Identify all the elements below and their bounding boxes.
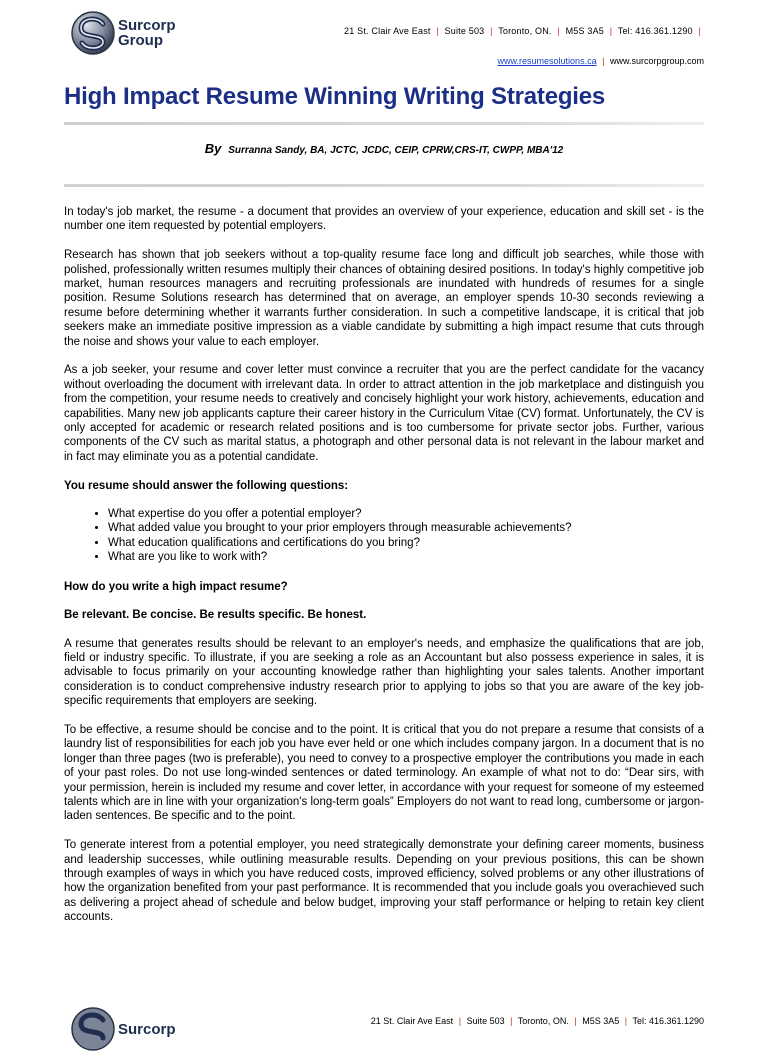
paragraph-concise: To be effective, a resume should be concise and to the point. It is critical that you do not prepare a resume that consists of a laundry list of responsibilities for each job you have ever held or one which includes company jargon. In a document that is no longer than three pages (two is preferable), you need to convey to a prospective employer the contributions you made in each of your past roles. Do not use long-winded sentences or dated terminology. An example of what not to do: “Dear sirs, with your permission, herein is included my resume and cover letter, in accordance with your request for someone of my esteemed talents which are in line with your organization's long-term goals” Employers do not want to read long, cumbersome or jargon-laden sentences. Be specific and to the point. (64, 723, 704, 823)
list-item (108, 550, 704, 564)
paragraph-results: To generate interest from a potential employer, you need strategically demonstrate your defining career moments, business and leadership successes, while outlining measurable results. Depending on your previous positions, this can be shown through examples of ways in which you have reduced costs, improved efficiency, solved problems or any other illustrations of how the organization benefited from your past performance. It is recommended that you include goals you overachieved such as delivering a project ahead of schedule and below budget, improving your staff performance or helping to retain key client accounts. (64, 839, 704, 924)
surcorp-logo-icon (70, 10, 116, 56)
questions-heading: You resume should answer the following questions: (64, 479, 349, 492)
list-item (108, 536, 704, 550)
how-heading: How do you write a high impact resume? (64, 580, 288, 593)
separator: | (574, 1016, 577, 1026)
title-divider (64, 122, 704, 125)
separator: | (490, 26, 493, 36)
city: Toronto, ON. (517, 1016, 569, 1026)
list-item (108, 521, 704, 535)
company-logo (70, 10, 176, 56)
byline (0, 141, 768, 156)
surcorp-logo-icon (70, 1006, 116, 1052)
suite: Suite 503 (466, 1016, 505, 1026)
telephone: Tel: 416.361.1290 (632, 1016, 704, 1026)
paragraph-job-seeker: As a job seeker, your resume and cover letter must convince a recruiter that you are the perfect candidate for the vacancy without overloading the document with irrelevant data. In order to attract attention in the job marketplace and distinguish you from the competition, your resume needs to creatively and concisely highlight your work history, achievements, education and capabilities. Many new job applicants capture their career history in the Curriculum Vitae (CV) format. Unfortunately, the CV is only accepted for academic or research related positions and is too cumbersome for private sector jobs. Further, various components of the CV such as marital status, a photograph and other personal data is not relevant in the labour market and in fact may eliminate you as a potential candidate. (64, 364, 704, 463)
separator: | (557, 26, 560, 36)
separator: | (698, 26, 701, 36)
article-body (64, 205, 704, 939)
logo-text-line2: Group (118, 32, 163, 49)
separator: | (624, 1016, 628, 1026)
website-links (498, 56, 704, 66)
footer-logo-text: Surcorp (118, 1020, 176, 1038)
page-title: High Impact Resume Winning Writing Strategies (64, 83, 606, 110)
surcorpgroup-link[interactable]: www.surcorpgroup.com (609, 56, 704, 66)
paragraph-intro: In today's job market, the resume - a document that provides an overview of your experience, education and skill set - is the number one item requested by potential employers. (64, 206, 704, 233)
paragraph-relevant: A resume that generates results should be relevant to an employer's needs, and emphasize the qualifications that are job, field or industry specific. To illustrate, if you are seeking a role as an Accountant but also possess experience in sales, it is advisable to focus primarily on your accounting knowledge rather than highlighting your sales talents. Another important consideration is to conduct comprehensive industry research prior to applying to jobs so that you are aware of the key job-specific requirements that employers are seeking. (64, 637, 704, 708)
address: 21 St. Clair Ave East (344, 26, 431, 36)
question-text: What expertise do you offer a potential employer? (108, 508, 362, 521)
paragraph-research: Research has shown that job seekers without a top-quality resume face long and difficult job searches, while those with polished, professionally written resumes multiply their chances of obtaining desired positions. In today's highly competitive job market, human resources managers and recruiting professionals are inundated with hundreds of resumes for a single position. Resume Solutions research has determined that on average, an employer spends 10-30 seconds reviewing a resume before determining whether it warrants further consideration. In such a competitive landscape, it is critical that job seekers make an immediate positive impression as a viable candidate by submitting a high impact resume that cuts through the noise and shows your value to each employer. (64, 249, 704, 348)
resumesolutions-link[interactable]: www.resumesolutions.ca (497, 56, 597, 66)
footer-contact-line (371, 1016, 704, 1026)
contact-line (344, 26, 704, 36)
footer-logo (70, 1006, 176, 1052)
question-text: What added value you brought to your prior employers through measurable achievements? (108, 522, 572, 535)
separator: | (510, 1016, 513, 1026)
question-text: What are you like to work with? (108, 551, 268, 564)
suite: Suite 503 (444, 26, 485, 36)
byline-divider (64, 184, 704, 187)
separator: | (602, 56, 605, 66)
motto-heading: Be relevant. Be concise. Be results specific. Be honest. (64, 609, 367, 622)
separator: | (436, 26, 439, 36)
postal-code: M5S 3A5 (582, 1016, 620, 1026)
telephone: Tel: 416.361.1290 (617, 26, 693, 36)
by-label: By (204, 141, 222, 156)
list-item (108, 507, 704, 521)
questions-list (64, 507, 704, 565)
separator: | (609, 26, 613, 36)
address: 21 St. Clair Ave East (370, 1016, 454, 1026)
logo-text-line1: Surcorp (118, 17, 176, 34)
question-text: What education qualifications and certifications do you bring? (108, 536, 420, 549)
city: Toronto, ON. (498, 26, 552, 36)
author-credentials: Surranna Sandy, BA, JCTC, JCDC, CEIP, CPRW,CRS-IT, CWPP, MBA'12 (228, 145, 564, 156)
postal-code: M5S 3A5 (565, 26, 604, 36)
separator: | (458, 1016, 462, 1026)
